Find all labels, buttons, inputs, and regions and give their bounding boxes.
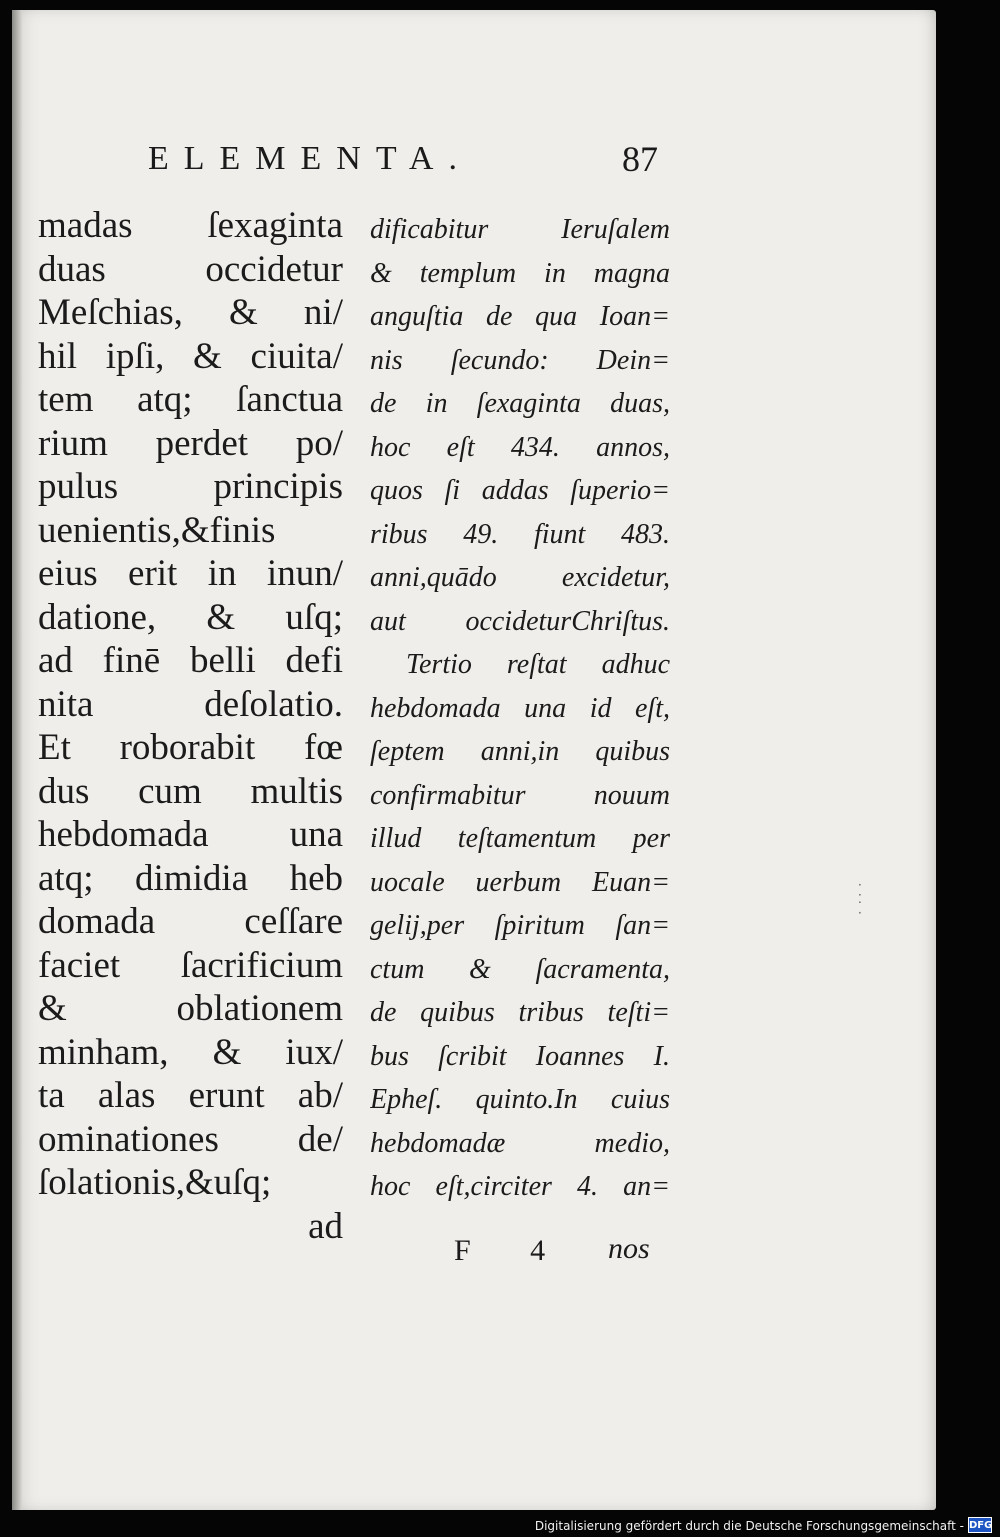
text-line: faciet ſacrificium [38,944,343,986]
text-line: Tertio reſtat adhuc [406,649,670,680]
text-line: duas occidetur [38,248,343,290]
text-line: ominationes de/ [38,1118,343,1160]
text-line: bus ſcribit Ioannes I. [370,1040,670,1072]
running-head: ELEMENTA. [148,140,472,177]
text-line: ſolationis,&uſq; [38,1162,272,1203]
text-line: de in ſexaginta duas, [370,388,670,419]
text-line: uocale uerbum Euan= [370,866,670,898]
signature-mark: F 4 [454,1234,572,1267]
text-line: hebdomada una [38,814,343,855]
text-line: hoc eſt 434. annos, [370,431,670,463]
text-line: hebdomadæ medio, [370,1127,670,1159]
text-line: dus cum multis [38,770,343,812]
text-line: ribus 49. fiunt 483. [370,518,670,550]
text-line: ad finē belli defi [38,640,343,681]
digitization-credit: Digitalisierung gefördert durch die Deutsche Forschungsgemeinschaft - [534,1519,964,1533]
text-line: confirmabitur nouum [370,779,670,811]
text-line: hoc eſt,circiter 4. an= [370,1171,670,1202]
text-line: aut occideturChriſtus. [370,605,670,637]
text-line: atq; dimidia heb [38,857,343,899]
text-line: madas ſexaginta [38,205,343,246]
text-line: ad [308,1205,343,1247]
text-line: de quibus tribus teſti= [370,997,670,1028]
text-line: nis ſecundo: Dein= [370,344,670,376]
text-line: anguſtia de qua Ioan= [370,301,670,332]
text-line: ſeptem anni,in quibus [370,736,670,767]
right-column-commentary [370,208,670,1209]
text-line: dificabitur Ieruſalem [370,214,670,245]
margin-ink-marks: · ⁚ · [858,878,862,920]
text-line: pulus principis [38,466,343,507]
dfg-logo-icon: DFG [968,1517,992,1533]
text-line: minham, & iux/ [38,1031,343,1073]
text-line: illud teſtamentum per [370,823,670,854]
text-line: & templum in magna [370,257,670,289]
text-line: Epheſ. quinto.In cuius [370,1084,670,1115]
text-line: domada ceſſare [38,901,343,942]
text-line: uenientis,&finis [38,509,276,551]
text-line: anni,quādo excidetur, [370,562,670,593]
text-line: tem atq; ſanctua [38,379,343,420]
page-number: 87 [622,139,658,179]
text-line: nita deſolatio. [38,683,343,725]
text-line: eius erit in inun/ [38,553,343,594]
text-line: hil ipſi, & ciuita/ [38,335,343,377]
left-column-text [38,204,343,1248]
text-line: quos ſi addas ſuperio= [370,475,670,506]
page-gutter-shadow [12,10,22,1510]
text-line: hebdomada una id eſt, [370,692,670,724]
catchword: nos [608,1232,650,1265]
text-line: ta alas erunt ab/ [38,1075,343,1116]
text-line: gelij,per ſpiritum ſan= [370,910,670,941]
text-line: datione, & uſq; [38,596,343,638]
text-line: rium perdet po/ [38,422,343,464]
text-line: & oblationem [38,988,343,1029]
text-line: ctum & ſacramenta, [370,953,670,985]
text-line: Et roborabit fœ [38,727,343,768]
text-line: Meſchias, & ni/ [38,292,343,333]
